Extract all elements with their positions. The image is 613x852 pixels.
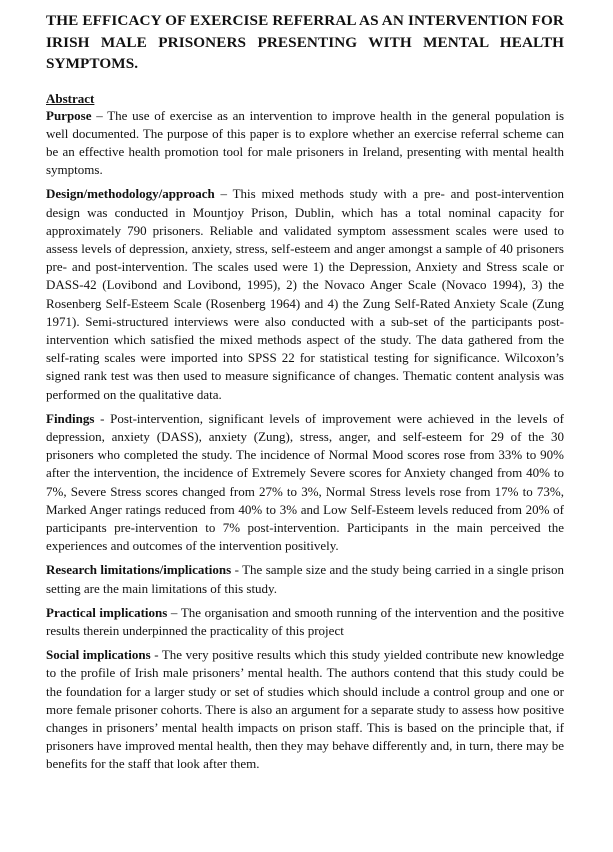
social-implications-paragraph bbox=[46, 646, 564, 773]
design-label: Design/methodology/approach bbox=[46, 186, 215, 202]
findings-separator: - bbox=[94, 410, 111, 426]
purpose-paragraph bbox=[46, 107, 564, 180]
research-limitations-text: The sample size and the study being carried in a single prison setting are the main limitations of this study. bbox=[46, 562, 564, 596]
social-implications-text: The very positive results which this study yielded contribute new knowledge to the profile of Irish male prisoners’ mental health. The authors contend that this study could be the foundation for a larger study or set of studies which should include a control group and one or more female prisoner cohorts. There is also an argument for a separate study to assess how positive changes in prisoners’ mental health impacts on prison staff. This is based on the principle that, if prisoners have improved mental health, then they may behave differently and, in turn, there may be benefits for the staff that look after them. bbox=[46, 647, 564, 772]
purpose-text: The use of exercise as an intervention to improve health in the general population is well documented. The purpose of this paper is to explore whether an exercise referral scheme can be an effective health promotion tool for male prisoners in Ireland, presenting with mental health symptoms. bbox=[46, 107, 565, 178]
research-limitations-separator: - bbox=[231, 562, 243, 578]
research-limitations-paragraph bbox=[46, 561, 564, 597]
purpose-separator: – bbox=[91, 107, 108, 123]
social-implications-label: Social implications bbox=[46, 647, 151, 663]
abstract-heading: Abstract bbox=[46, 90, 95, 106]
findings-paragraph bbox=[46, 410, 564, 556]
practical-implications-text: The organisation and smooth running of the intervention and the positive results therein underpinned the practicality of this project bbox=[46, 604, 565, 638]
purpose-label: Purpose bbox=[46, 107, 92, 123]
design-paragraph bbox=[46, 185, 564, 403]
design-separator: – bbox=[214, 186, 233, 202]
practical-implications-label: Practical implications bbox=[46, 604, 168, 620]
practical-implications-separator: – bbox=[167, 604, 181, 620]
practical-implications-paragraph bbox=[46, 604, 564, 640]
research-limitations-label: Research limitations/implications bbox=[46, 562, 232, 578]
design-text: This mixed methods study with a pre- and post-intervention design was conducted in Mountjoy Prison, Dublin, which has a total nominal capacity for approximately 790 prisoners. Reliable and validated symptom assessment scales were used to assess levels of depression, anxiety, stress, self-esteem and anger amongst a sample of 40 prisoners pre- and post-intervention. The scales used were 1) the Depression, Anxiety and Stress scale or DASS-42 (Lovibond and Lovibond, 1995), 2) the Novaco Anger Scale (Novaco 1994), 3) the Rosenberg Self-Esteem Scale (Rosenberg 1964) and 4) the Zung Self-Rated Anxiety Scale (Zung 1971). Semi-structured interviews were also conducted with a sub-set of the participants post-intervention which satisfied the mixed methods aspect of the study. The data gathered from the self-rating scales were imported into SPSS 22 for statistical testing for significance. Wilcoxon’s signed rank test was then used to measure significance of changes. Thematic content analysis was performed on the qualitative data. bbox=[46, 186, 564, 402]
social-implications-separator: - bbox=[150, 647, 162, 663]
document-page bbox=[46, 10, 564, 780]
findings-text: Post-intervention, significant levels of improvement were achieved in the levels of depression, anxiety (DASS), anxiety (Zung), stress, anger, and self-esteem for 29 of the 30 prisoners who completed the study. The incidence of Normal Mood scores rose from 33% to 90% after the intervention, the incidence of Extremely Severe scores for Anxiety changed from 40% to 7%, Severe Stress scores changed from 27% to 3%, Normal Stress levels rose from 17% to 73%, Marked Anger ratings reduced from 40% to 3% and Low Self-Esteem levels reduced from 20% of participants pre-intervention to 7% post-intervention. Participants in the main perceived the experiences and outcomes of the intervention positively. bbox=[46, 410, 564, 554]
findings-label: Findings bbox=[46, 410, 95, 426]
paper-title: THE EFFICACY OF EXERCISE REFERRAL AS AN INTERVENTION FOR IRISH MALE PRISONERS PRESENTING WITH MENTAL HEALTH SYMPTOMS. bbox=[46, 12, 564, 72]
